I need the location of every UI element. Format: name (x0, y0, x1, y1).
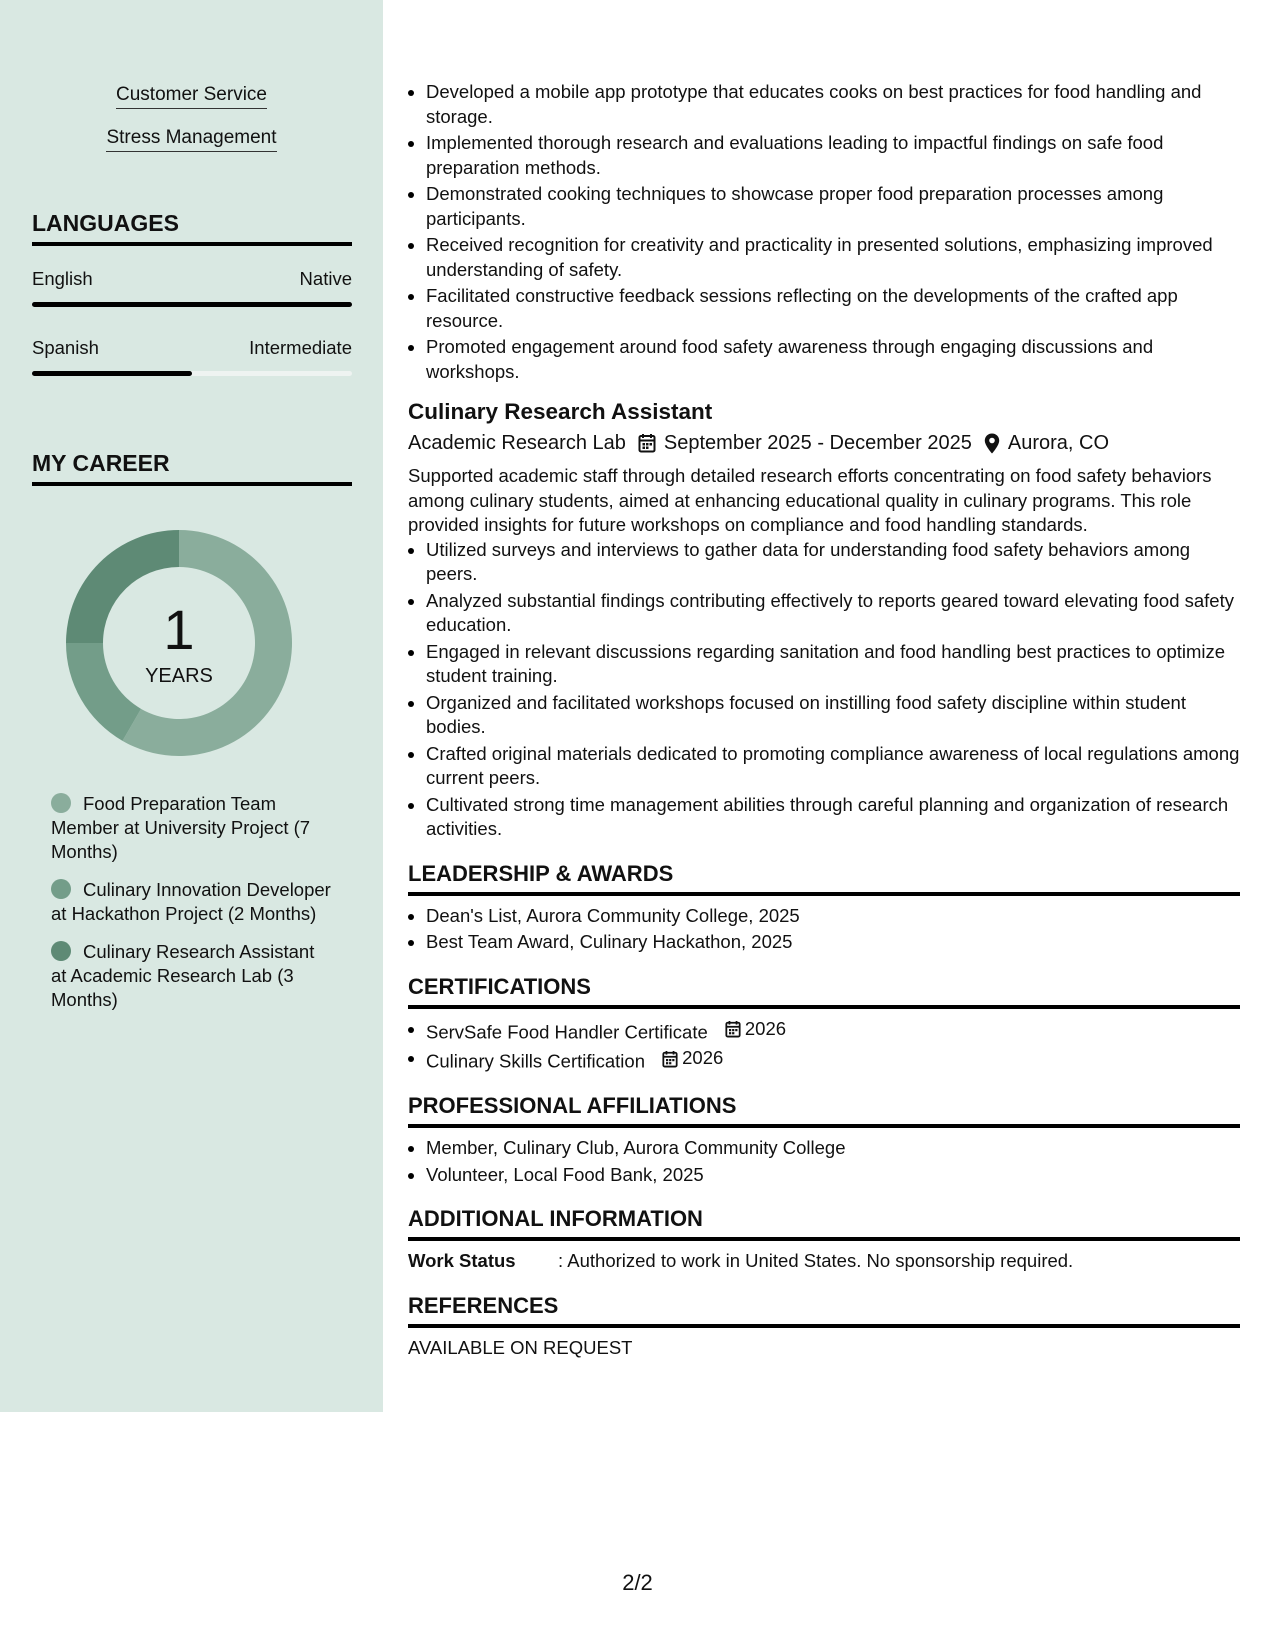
list-item: Organized and facilitated workshops focused on instilling food safety discipline within student bodies. (408, 691, 1240, 740)
list-item: Dean's List, Aurora Community College, 2025 (408, 904, 1240, 929)
work-status-label: Work Status (408, 1250, 516, 1271)
career-legend-label: Culinary Research Assistant at Academic Research Lab (3 Months) (51, 941, 315, 1010)
list-item: Implemented thorough research and evaluations leading to impactful findings on safe food preparation methods. (408, 131, 1240, 180)
map-pin-icon (984, 433, 1000, 454)
list-item (408, 1017, 1240, 1045)
certification-name: Culinary Skills Certification (426, 1050, 645, 1072)
certification-name: ServSafe Food Handler Certificate (426, 1020, 708, 1042)
references-heading: REFERENCES (408, 1292, 1240, 1328)
language-level: Native (299, 268, 352, 289)
language-bar-fill (32, 302, 352, 307)
job-meta (408, 430, 1240, 456)
list-item: Volunteer, Local Food Bank, 2025 (408, 1163, 1240, 1188)
legend-dot (51, 879, 71, 899)
leadership-heading: LEADERSHIP & AWARDS (408, 860, 1240, 896)
job-bullets (408, 538, 1240, 842)
job-dates: September 2025 - December 2025 (663, 432, 972, 454)
skill-item: Customer Service (116, 84, 267, 109)
legend-dot (51, 793, 71, 813)
legend-dot (51, 941, 71, 961)
list-item: Best Team Award, Culinary Hackathon, 2025 (408, 930, 1240, 955)
certification-date (662, 1046, 723, 1071)
career-total: 1 (163, 598, 195, 661)
list-item: Cultivated strong time management abilities through careful planning and organization of research activities. (408, 793, 1240, 842)
list-item: Analyzed substantial findings contributing effectively to reports geared toward elevating food safety education. (408, 589, 1240, 638)
career-unit: YEARS (145, 665, 213, 687)
list-item: Utilized surveys and interviews to gather data for understanding food safety behaviors among peers. (408, 538, 1240, 587)
references-text: AVAILABLE ON REQUEST (408, 1336, 633, 1358)
list-item: Crafted original materials dedicated to promoting compliance awareness of local regulations among current peers. (408, 742, 1240, 791)
language-english (32, 268, 352, 307)
work-status-row (408, 1249, 1240, 1274)
language-bar-fill (32, 371, 192, 376)
calendar-icon (725, 1020, 741, 1038)
list-item: Member, Culinary Club, Aurora Community College (408, 1136, 1240, 1161)
additional-info-heading: ADDITIONAL INFORMATION (408, 1205, 1240, 1241)
page-number: 2/2 (622, 1570, 653, 1595)
language-name: English (32, 268, 93, 289)
work-status-value: : Authorized to work in United States. No sponsorship required. (558, 1250, 1074, 1271)
career-heading: MY CAREER (32, 450, 352, 486)
job-description: Supported academic staff through detailed research efforts concentrating on food safety behaviors among culinary students, aimed at enhancing educational quality in culinary programs. This role provided insights for future workshops on compliance and food handling standards. (408, 465, 1212, 535)
list-item: Promoted engagement around food safety awareness through engaging discussions and workshops. (408, 335, 1240, 384)
career-legend-item (51, 940, 331, 1012)
career-legend (51, 792, 331, 1026)
career-legend-item (51, 878, 331, 926)
affiliations-list (408, 1136, 1240, 1187)
certification-date (725, 1017, 786, 1042)
sidebar (0, 0, 383, 1412)
career-legend-label: Culinary Innovation Developer at Hackathon Project (2 Months) (51, 879, 331, 924)
affiliations-heading: PROFESSIONAL AFFILIATIONS (408, 1092, 1240, 1128)
previous-job-bullets (408, 80, 1240, 384)
certification-year: 2026 (682, 1047, 724, 1069)
certifications-list (408, 1017, 1240, 1075)
calendar-icon (638, 433, 656, 453)
language-bar (32, 371, 352, 376)
main-content (408, 80, 1240, 1360)
job-title: Culinary Research Assistant (408, 399, 713, 424)
skills-list (0, 84, 383, 170)
language-name: Spanish (32, 337, 99, 358)
language-spanish (32, 337, 352, 376)
skill-item: Stress Management (106, 127, 276, 152)
certification-year: 2026 (744, 1017, 787, 1039)
list-item: Developed a mobile app prototype that educates cooks on best practices for food handling and storage. (408, 80, 1240, 129)
list-item (408, 1046, 1240, 1074)
list-item: Received recognition for creativity and practicality in presented solutions, emphasizing improved understanding of safety. (408, 233, 1240, 282)
list-item: Demonstrated cooking techniques to showcase proper food preparation processes among participants. (408, 182, 1240, 231)
language-bar (32, 302, 352, 307)
job-company: Academic Research Lab (408, 432, 626, 454)
calendar-icon (662, 1050, 678, 1068)
list-item: Engaged in relevant discussions regarding sanitation and food handling best practices to optimize student training. (408, 640, 1240, 689)
language-level: Intermediate (249, 337, 352, 358)
career-legend-label: Food Preparation Team Member at University Project (7 Months) (51, 793, 311, 862)
languages-heading: LANGUAGES (32, 210, 352, 246)
certifications-heading: CERTIFICATIONS (408, 973, 1240, 1009)
career-legend-item (51, 792, 331, 864)
list-item: Facilitated constructive feedback sessions reflecting on the developments of the crafted app resource. (408, 284, 1240, 333)
job-location: Aurora, CO (1007, 432, 1110, 454)
leadership-list (408, 904, 1240, 955)
